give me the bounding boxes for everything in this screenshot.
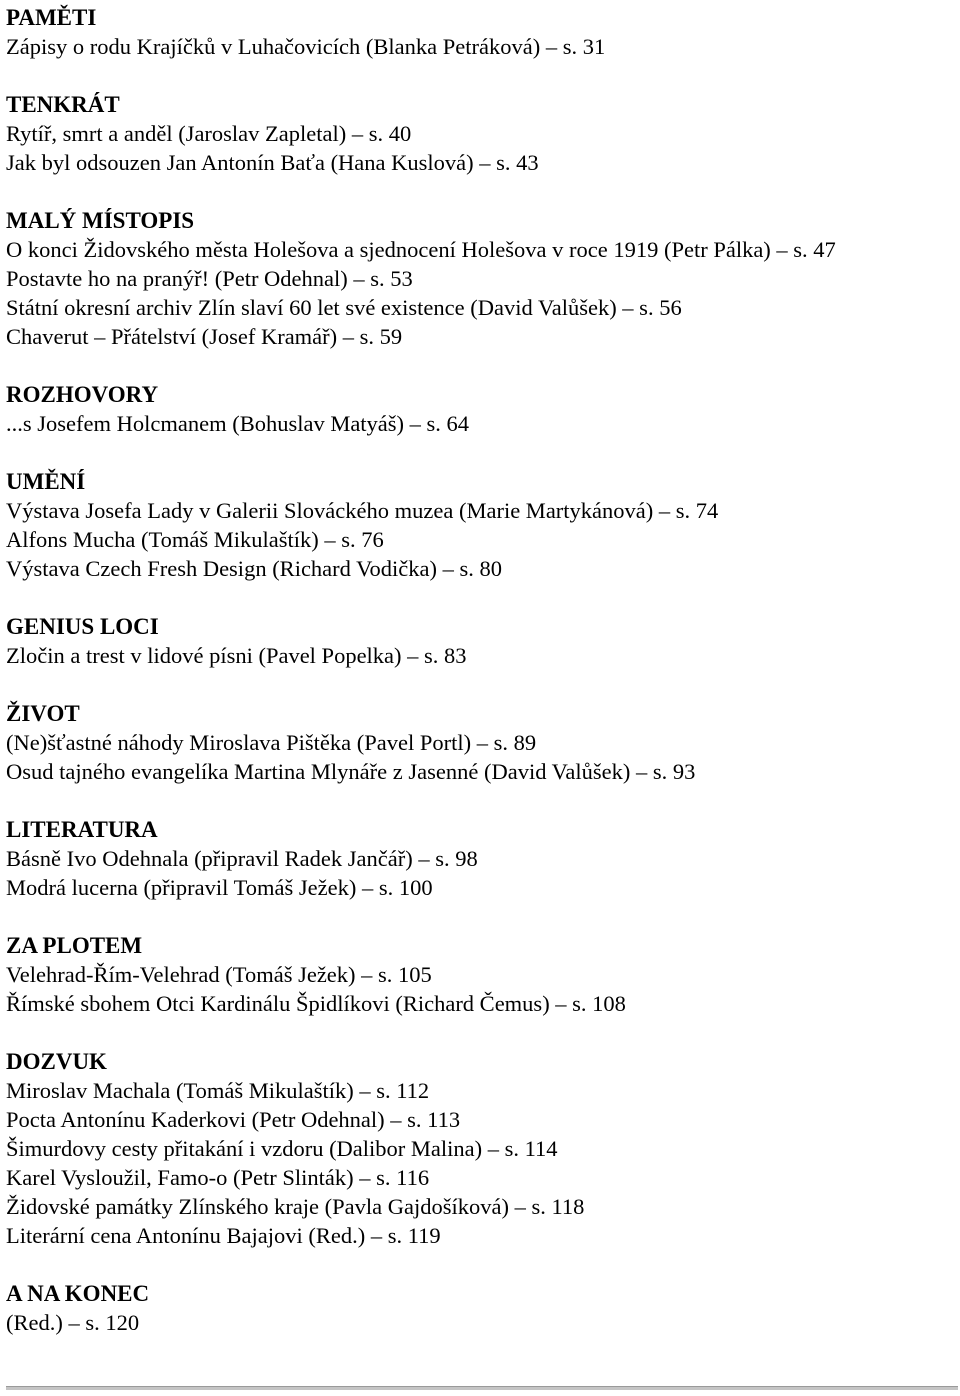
toc-entry: O konci Židovského města Holešova a sjednocení Holešova v roce 1919 (Petr Pálka) – s. 47 <box>6 237 836 262</box>
section-heading: MALÝ MÍSTOPIS <box>6 208 195 233</box>
toc-entry: Karel Vysloužil, Famo-o (Petr Slinták) – s. 116 <box>6 1165 430 1190</box>
bottom-divider <box>6 1386 958 1390</box>
toc-section <box>6 206 951 351</box>
section-heading: A NA KONEC <box>6 1281 150 1306</box>
toc-entry: Literární cena Antonínu Bajajovi (Red.) – s. 119 <box>6 1223 441 1248</box>
section-heading: GENIUS LOCI <box>6 614 159 639</box>
toc-section <box>6 612 951 670</box>
toc-entry: Velehrad-Řím-Velehrad (Tomáš Ježek) – s. 105 <box>6 962 432 987</box>
toc-entry: (Red.) – s. 120 <box>6 1310 140 1335</box>
toc-section <box>6 699 951 786</box>
toc-entry: Židovské památky Zlínského kraje (Pavla Gajdošíková) – s. 118 <box>6 1194 585 1219</box>
section-heading: ROZHOVORY <box>6 382 159 407</box>
toc-entry: Státní okresní archiv Zlín slaví 60 let své existence (David Valůšek) – s. 56 <box>6 295 682 320</box>
toc-entry: Výstava Czech Fresh Design (Richard Vodička) – s. 80 <box>6 556 502 581</box>
toc-entry: Postavte ho na pranýř! (Petr Odehnal) – s. 53 <box>6 266 413 291</box>
toc-entry: Modrá lucerna (připravil Tomáš Ježek) – s. 100 <box>6 875 433 900</box>
toc-entry: Rytíř, smrt a anděl (Jaroslav Zapletal) – s. 40 <box>6 121 412 146</box>
toc-section <box>6 1047 951 1250</box>
toc-section <box>6 3 951 61</box>
toc-entry: Miroslav Machala (Tomáš Mikulaštík) – s. 112 <box>6 1078 430 1103</box>
toc-entry: Římské sbohem Otci Kardinálu Špidlíkovi (Richard Čemus) – s. 108 <box>6 991 626 1016</box>
toc-entry: Výstava Josefa Lady v Galerii Slováckého muzea (Marie Martykánová) – s. 74 <box>6 498 719 523</box>
section-heading: LITERATURA <box>6 817 158 842</box>
section-heading: ZA PLOTEM <box>6 933 143 958</box>
toc-section <box>6 90 951 177</box>
toc-section <box>6 815 951 902</box>
toc-entry: (Ne)šťastné náhody Miroslava Pištěka (Pavel Portl) – s. 89 <box>6 730 537 755</box>
toc-entry: Pocta Antonínu Kaderkovi (Petr Odehnal) – s. 113 <box>6 1107 461 1132</box>
toc-section <box>6 1279 951 1337</box>
toc-section <box>6 931 951 1018</box>
toc-entry: Zápisy o rodu Krajíčků v Luhačovicích (Blanka Petráková) – s. 31 <box>6 34 606 59</box>
section-heading: DOZVUK <box>6 1049 107 1074</box>
toc-section <box>6 380 951 438</box>
toc-entry: Osud tajného evangelíka Martina Mlynáře z Jasenné (David Valůšek) – s. 93 <box>6 759 696 784</box>
toc-entry: Zločin a trest v lidové písni (Pavel Popelka) – s. 83 <box>6 643 467 668</box>
toc-entry: Jak byl odsouzen Jan Antonín Baťa (Hana Kuslová) – s. 43 <box>6 150 539 175</box>
toc-entry: Básně Ivo Odehnala (připravil Radek Jančář) – s. 98 <box>6 846 478 871</box>
section-heading: ŽIVOT <box>6 701 80 726</box>
toc-entry: Šimurdovy cesty přitakání i vzdoru (Dalibor Malina) – s. 114 <box>6 1136 558 1161</box>
toc-entry: Chaverut – Přátelství (Josef Kramář) – s. 59 <box>6 324 403 349</box>
section-heading: PAMĚTI <box>6 5 97 30</box>
toc-entry: ...s Josefem Holcmanem (Bohuslav Matyáš) – s. 64 <box>6 411 470 436</box>
section-heading: TENKRÁT <box>6 92 120 117</box>
toc-entry: Alfons Mucha (Tomáš Mikulaštík) – s. 76 <box>6 527 384 552</box>
toc-section <box>6 467 951 583</box>
section-heading: UMĚNÍ <box>6 469 86 494</box>
table-of-contents <box>6 3 951 1366</box>
